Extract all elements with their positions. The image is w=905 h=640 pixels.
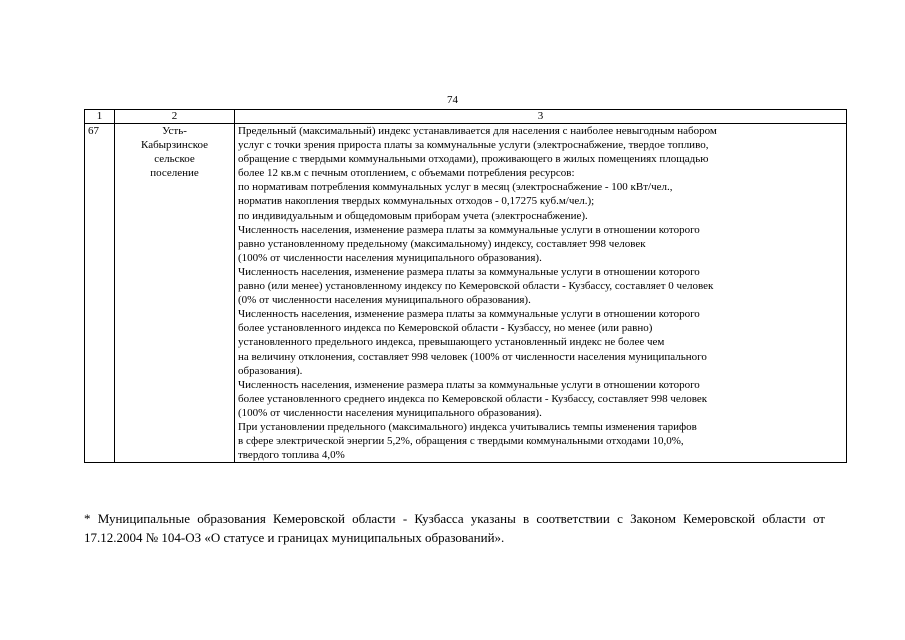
description-line: Численность населения, изменение размера платы за коммунальные услуги в отношении которого: [238, 378, 700, 391]
description-line: (100% от численности населения муниципального образования).: [238, 251, 542, 264]
description-line: При установлении предельного (максимального) индекса учитывались темпы изменения тарифов: [238, 420, 697, 433]
description-line: в сфере электрической энергии 5,2%, обращения с твердыми коммунальными отходами 10,0%,: [238, 435, 684, 448]
description-line: твердого топлива 4,0%: [238, 449, 345, 462]
municipality-name-line: Усть-: [162, 125, 187, 137]
footnote: * Муниципальные образования Кемеровской области - Кузбасса указаны в соответствии с Законом Кемеровской области от 17.12.2004 № 104-ОЗ «О статусе и границах муниципальных образований».: [84, 511, 825, 545]
description-line: Численность населения, изменение размера платы за коммунальные услуги в отношении которого: [238, 308, 700, 321]
description-line: обращение с твердыми коммунальными отходами), проживающего в жилых помещениях площадью: [238, 153, 709, 166]
column-header-1: 1: [85, 110, 115, 124]
table-row: [85, 124, 847, 463]
description-line: Предельный (максимальный) индекс устанавливается для населения с наиболее невыгодным набором: [238, 125, 717, 137]
description-line: (0% от численности населения муниципального образования).: [238, 294, 531, 307]
municipality-name-line: сельское: [154, 153, 195, 166]
municipality-name: [115, 124, 235, 463]
index-table: [84, 109, 847, 463]
description-line: Численность населения, изменение размера платы за коммунальные услуги в отношении которого: [238, 265, 700, 278]
description-line: по нормативам потребления коммунальных услуг в месяц (электроснабжение - 100 кВт/чел.,: [238, 181, 673, 194]
description-line: более установленного индекса по Кемеровской области - Кузбассу, но менее (или равно): [238, 322, 653, 335]
description-line: более 12 кв.м с печным отоплением, с объемами потребления ресурсов:: [238, 167, 575, 180]
row-number: 67: [85, 124, 115, 463]
index-description: [235, 124, 847, 463]
description-line: на величину отклонения, составляет 998 человек (100% от численности населения муниципального: [238, 350, 707, 363]
page-number: 74: [447, 94, 458, 106]
description-line: равно установленному предельному (максимальному) индексу, составляет 998 человек: [238, 237, 646, 250]
column-header-3: 3: [235, 110, 847, 124]
municipality-name-line: Кабырзинское: [141, 139, 208, 152]
description-line: по индивидуальным и общедомовым приборам учета (электроснабжение).: [238, 209, 588, 222]
description-line: равно (или менее) установленному индексу по Кемеровской области - Кузбассу, составляет 0 человек: [238, 280, 714, 293]
description-line: норматив накопления твердых коммунальных отходов - 0,17275 куб.м/чел.);: [238, 195, 595, 208]
description-line: услуг с точки зрения прироста платы за коммунальные услуги (электроснабжение, твердое топливо,: [238, 139, 709, 152]
description-line: Численность населения, изменение размера платы за коммунальные услуги в отношении которого: [238, 223, 700, 236]
description-line: (100% от численности населения муниципального образования).: [238, 406, 542, 419]
table-header-row: [85, 110, 847, 124]
description-line: более установленного среднего индекса по Кемеровской области - Кузбассу, составляет 998 человек: [238, 392, 708, 405]
description-line: установленного предельного индекса, превышающего установленный индекс не более чем: [238, 336, 665, 349]
column-header-2: 2: [115, 110, 235, 124]
description-line: образования).: [238, 364, 303, 377]
municipality-name-line: поселение: [150, 167, 199, 180]
